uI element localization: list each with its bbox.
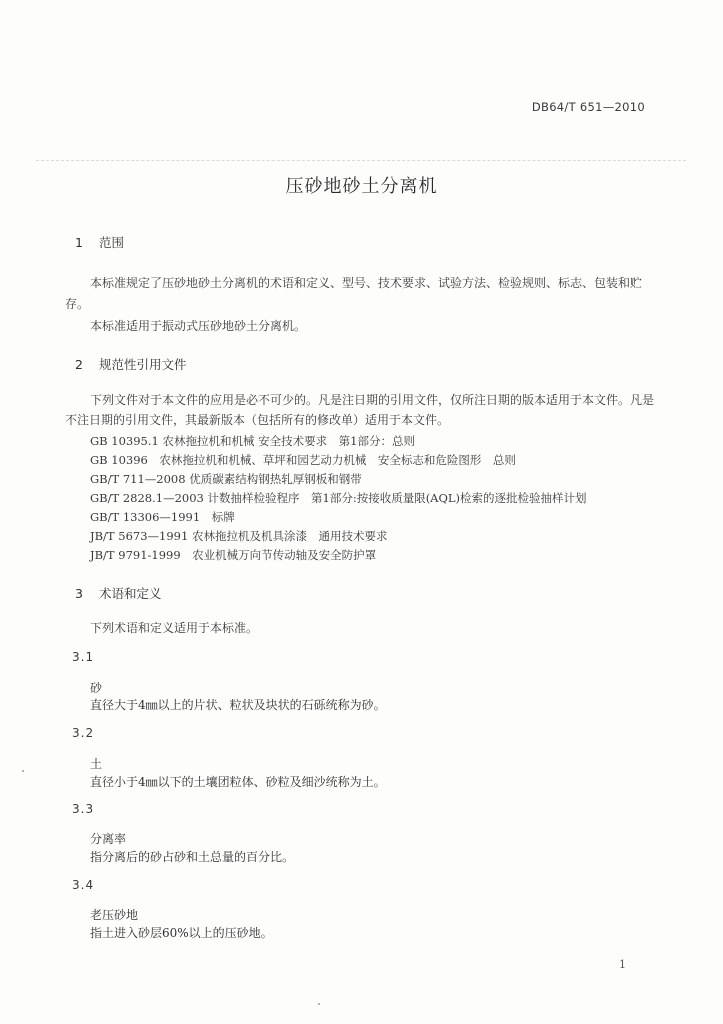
- section-3-intro: 下列术语和定义适用于本标准。: [90, 621, 259, 635]
- term-name: 分离率: [90, 832, 127, 846]
- header-divider: [36, 160, 686, 161]
- reference-item: JB/T 5673—1991 农林拖拉机及机具涂漆 通用技术要求: [90, 529, 388, 543]
- reference-item: GB 10395.1 农林拖拉机和机械 安全技术要求 第1部分：总则: [90, 434, 415, 448]
- section-1-paragraph-1: 本标准规定了压砂地砂土分离机的术语和定义、型号、技术要求、试验方法、检验规则、标志、包装和贮存。: [65, 276, 643, 311]
- section-2-intro: 下列文件对于本文件的应用是必不可少的。凡是注日期的引用文件，仅所注日期的版本适用于本文件。凡是不注日期的引用文件，其最新版本（包括所有的修改单）适用于本文件。: [65, 393, 655, 427]
- section-number: 2: [75, 357, 83, 372]
- section-2-heading: [75, 355, 187, 373]
- term-number: 3.4: [72, 878, 95, 892]
- term-number: 3.1: [72, 650, 95, 664]
- scan-speck: [22, 770, 24, 772]
- document-title: 压砂地砂土分离机: [285, 176, 438, 197]
- reference-item: GB/T 711—2008 优质碳素结构钢热轧厚钢板和钢带: [90, 472, 362, 486]
- term-definition: 指土进入砂层60%以上的压砂地。: [90, 926, 273, 940]
- section-title: 规范性引用文件: [98, 357, 187, 372]
- term-number: 3.3: [72, 802, 95, 816]
- term-definition: 直径大于4㎜以上的片状、粒状及块状的石砾统称为砂。: [90, 698, 386, 712]
- term-definition: 直径小于4㎜以下的土壤团粒体、砂粒及细沙统称为土。: [90, 775, 386, 789]
- section-title: 范围: [98, 235, 124, 250]
- scan-speck: [318, 1003, 320, 1005]
- standard-number: DB64/T 651—2010: [531, 100, 645, 114]
- reference-item: GB/T 13306—1991 标牌: [90, 510, 235, 524]
- term-definition: 指分离后的砂占砂和土总量的百分比。: [90, 850, 295, 864]
- section-title: 术语和定义: [98, 586, 162, 601]
- section-3-heading: [75, 584, 162, 602]
- section-number: 1: [75, 235, 83, 250]
- page-number: 1: [619, 958, 626, 971]
- section-number: 3: [75, 586, 83, 601]
- section-1-heading: [75, 233, 124, 251]
- term-number: 3.2: [72, 726, 95, 740]
- term-name: 老压砂地: [90, 908, 139, 922]
- term-name: 砂: [90, 681, 103, 695]
- reference-item: JB/T 9791-1999 农业机械万向节传动轴及安全防护罩: [90, 548, 377, 562]
- section-1-paragraph-2: 本标准适用于振动式压砂地砂土分离机。: [90, 319, 307, 333]
- reference-item: GB/T 2828.1—2003 计数抽样检验程序 第1部分:按接收质量限(AQL)检索的逐批检验抽样计划: [90, 491, 587, 505]
- reference-item: GB 10396 农林拖拉机和机械、草坪和园艺动力机械 安全标志和危险图形 总则: [90, 453, 516, 467]
- term-name: 土: [90, 757, 103, 771]
